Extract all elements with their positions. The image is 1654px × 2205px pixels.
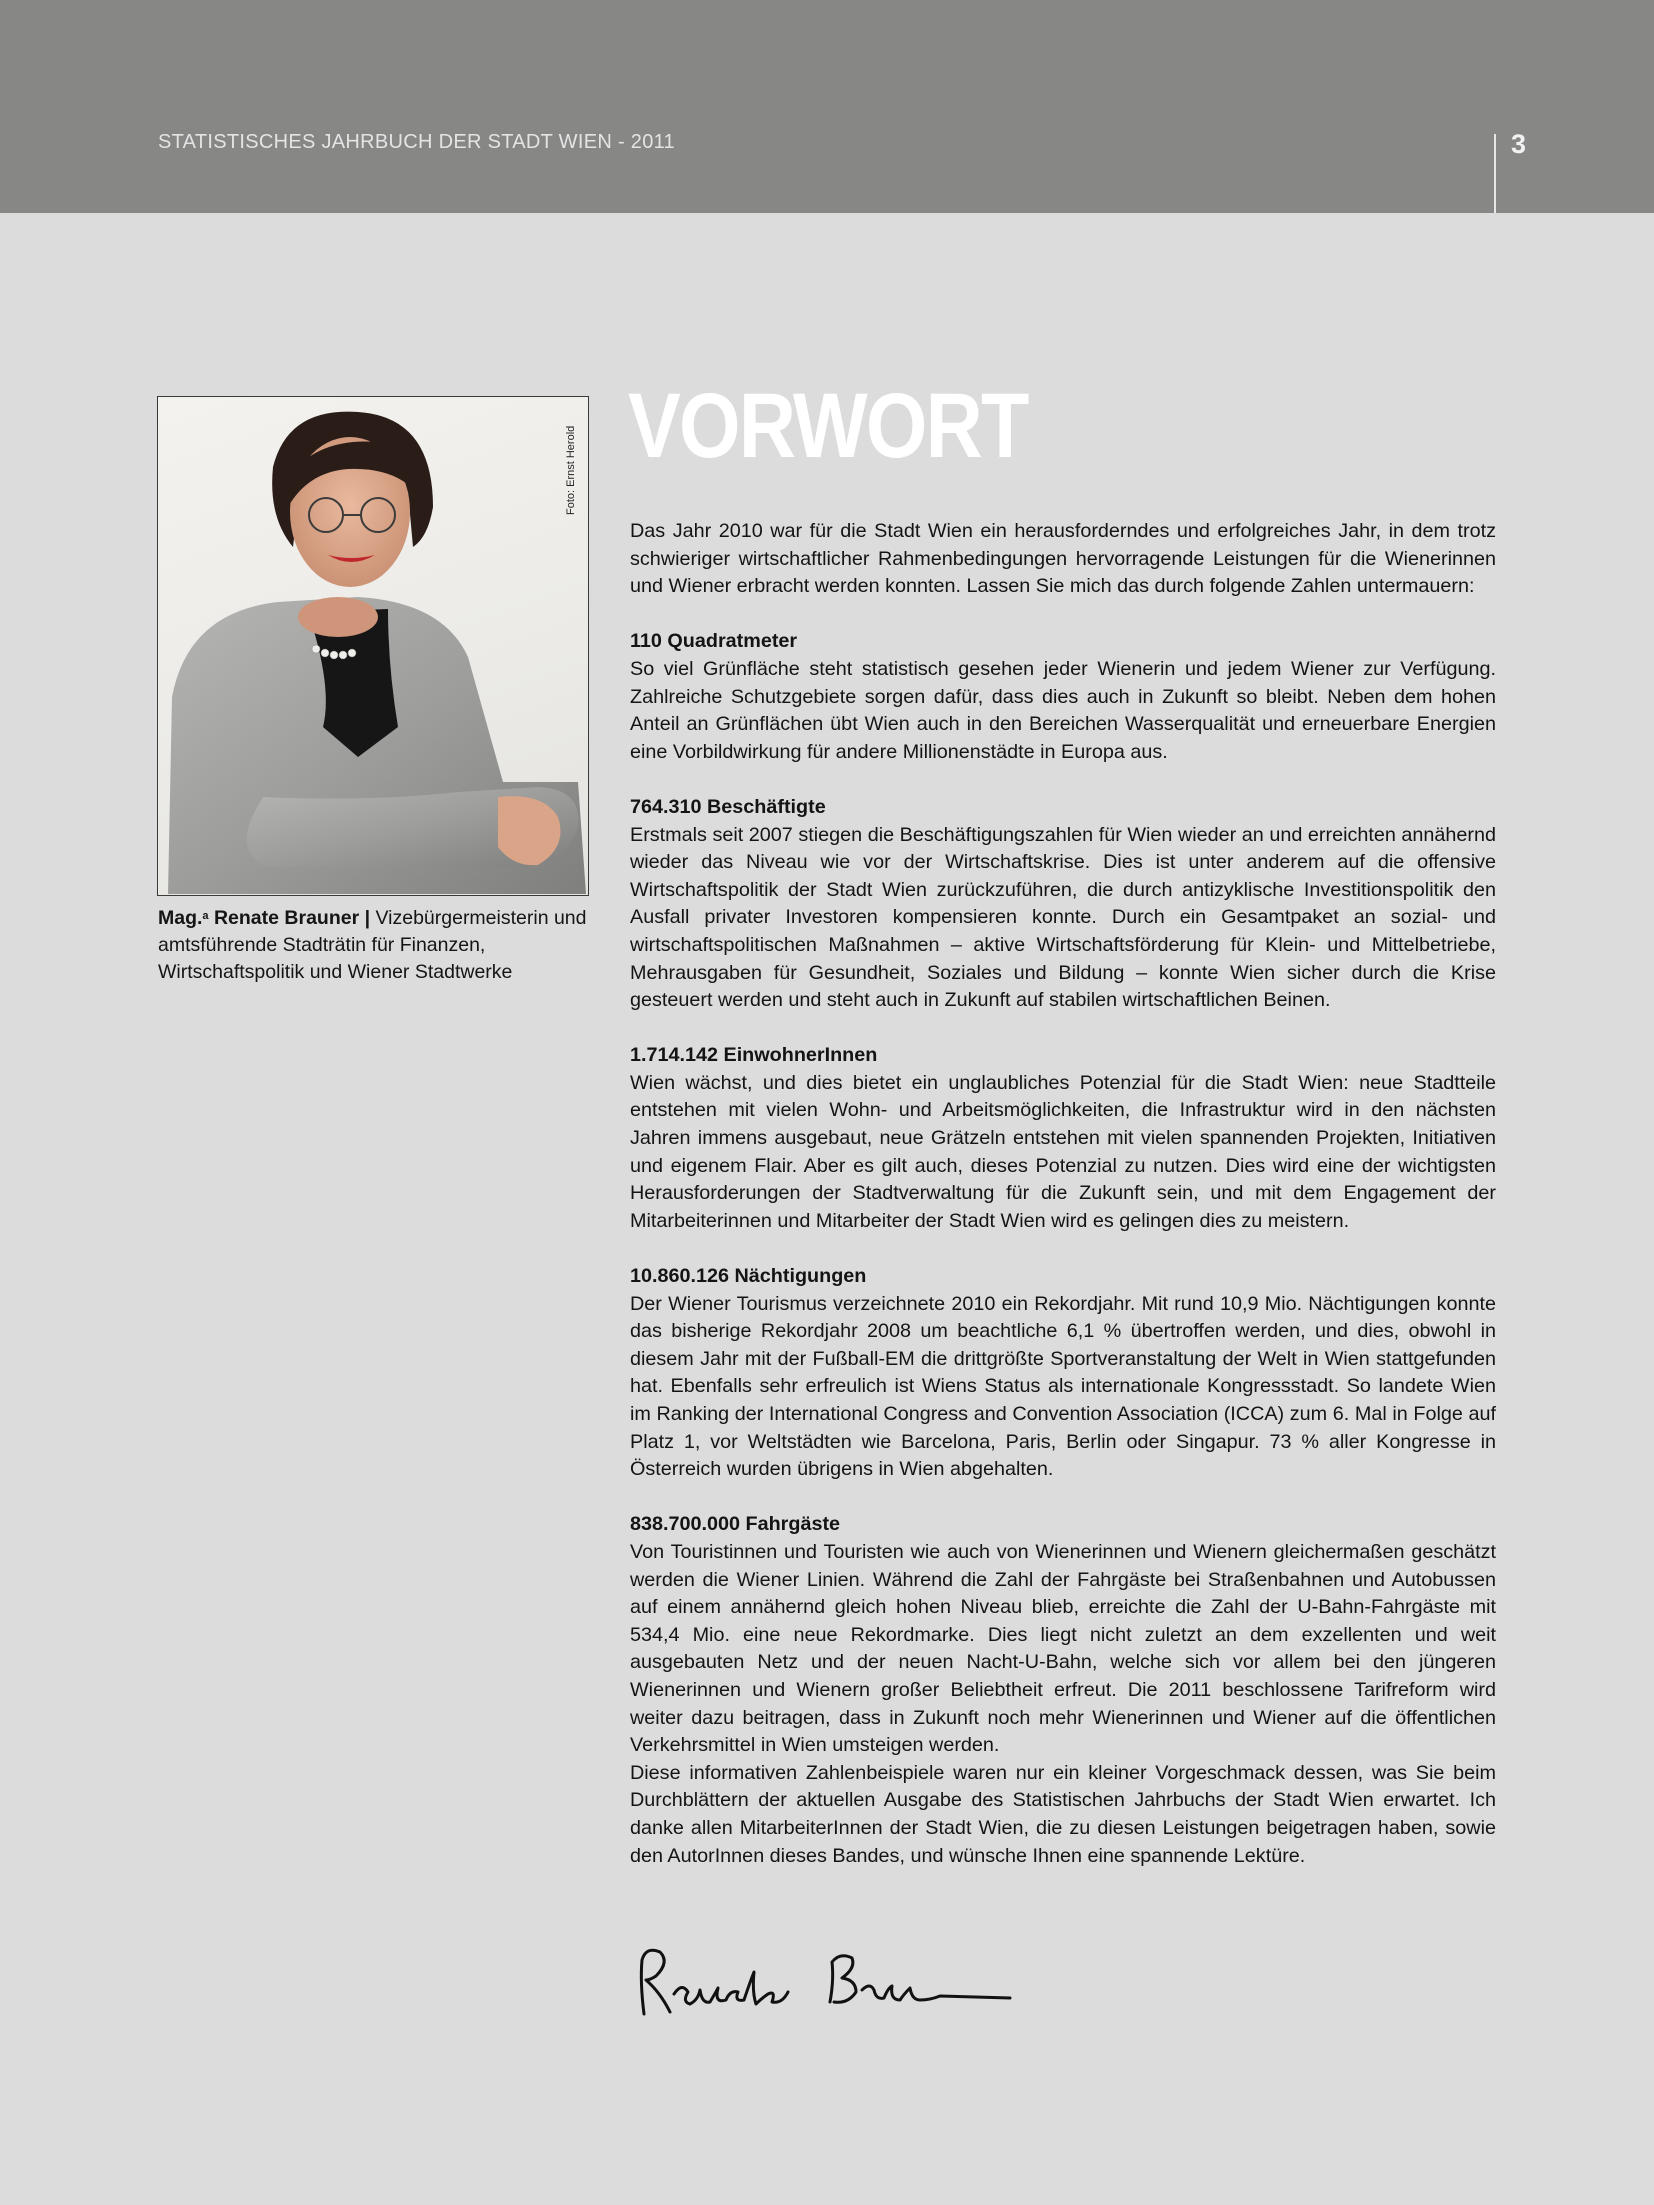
section-green-space: [630, 628, 1496, 766]
section-heading: 1.714.142 EinwohnerInnen: [630, 1044, 878, 1067]
header-divider: [1494, 134, 1496, 213]
section-text: Von Touristinnen und Touristen wie auch von Wienerinnen und Wienern gleichermaßen geschätzt werden die Wiener Linien. Während die Zahl der Fahrgäste bei Straßenbahnen und Autobussen auf einem annähernd gleich hohen Niveau blieb, erreichte die Zahl der U-Bahn-Fahrgäste mit 534,4 Mio. eine neue Rekordmarke. Dies liegt nicht zuletzt an dem exzellenten und weit ausgebauten Netz und der neuen Nacht-U-Bahn, welche sich vor allem bei den jüngeren Wienerinnen und Wienern großer Beliebtheit erfreut. Die 2011 beschlossene Tarifreform wird weiter dazu beitragen, dass in Zukunft noch mehr Wienerinnen und Wiener auf die öffentlichen Verkehrsmittel in Wien umsteigen werden.: [630, 1540, 1496, 1757]
section-heading: 110 Quadratmeter: [630, 630, 798, 653]
section-public-transport: [630, 1511, 1496, 1759]
section-employment: [630, 794, 1496, 1015]
photo-credit: Foto: Ernst Herold: [565, 425, 577, 515]
intro-paragraph: Das Jahr 2010 war für die Stadt Wien ein herausforderndes und erfolgreiches Jahr, in dem trotz schwieriger wirtschaftlicher Rahmenbedingungen hervorragende Leistungen für die Wienerinnen und Wiener erbracht werden konnten. Lassen Sie mich das durch folgende Zahlen untermauern:: [630, 520, 1496, 598]
photo-caption: [158, 905, 588, 986]
section-tourism: [630, 1263, 1496, 1484]
section-text: Der Wiener Tourismus verzeichnete 2010 ein Rekordjahr. Mit rund 10,9 Mio. Nächtigungen konnte das bisherige Rekordjahr 2008 um beachtliche 6,1 % übertroffen werden, und dies, obwohl in diesem Jahr mit der Fußball-EM die drittgrößte Sportveranstaltung der Welt in Wien stattgefunden hat. Ebenfalls sehr erfreulich ist Wiens Status als internationale Kongressstadt. So landete Wien im Ranking der International Congress and Convention Association (ICCA) zum 6. Mal in Folge auf Platz 1, vor Weltstädten wie Barcelona, Paris, Berlin oder Singapur. 73 % aller Kongresse in Österreich wurden übrigens in Wien abgehalten.: [630, 1292, 1496, 1481]
page-title: VORWORT: [628, 375, 1028, 477]
section-text: So viel Grünfläche steht statistisch gesehen jeder Wienerin und jedem Wiener zur Verfügung. Zahlreiche Schutzgebiete sorgen dafür, dass dies auch in Zukunft so bleibt. Neben dem hohen Anteil an Grünflächen übt Wien auch in den Bereichen Wasserqualität und erneuerbare Energien eine Vorbildwirkung für andere Millionenstädte in Europa aus.: [630, 657, 1496, 763]
portrait-photo: [157, 396, 589, 896]
section-heading: 10.860.126 Nächtigungen: [630, 1265, 867, 1288]
section-heading: 764.310 Beschäftigte: [630, 795, 826, 818]
section-text: Erstmals seit 2007 stiegen die Beschäftigungszahlen für Wien wieder an und erreichten annähernd wieder das Niveau wie vor der Wirtschaftskrise. Dies ist unter anderem auf die offensive Wirtschaftspolitik der Stadt Wien zurückzuführen, die durch antizyklische Investitionspolitik den Ausfall privater Investoren kompensieren konnte. Durch ein Gesamtpaket an sozial- und wirtschaftspolitischen Maßnahmen – aktive Wirtschaftsförderung für Klein- und Mittelbetriebe, Mehrausgaben für Gesundheit, Soziales und Bildung – konnte Wien sicher durch die Krise gesteuert werden und steht auch in Zukunft auf stabilen wirtschaftlichen Beinen.: [630, 823, 1496, 1012]
publication-title: STATISTISCHES JAHRBUCH DER STADT WIEN - 2011: [158, 131, 675, 153]
signature-image: [630, 1942, 1030, 2022]
section-text: Wien wächst, und dies bietet ein unglaubliches Potenzial für die Stadt Wien: neue Stadtteile entstehen mit vielen Wohn- und Arbeitsmöglichkeiten, die Infrastruktur wird in den nächsten Jahren immens ausgebaut, neue Grätzeln entstehen mit vielen spannenden Projekten, Initiativen und eigenem Flair. Aber es gilt auch, dieses Potenzial zu nutzen. Dies wird eine der wichtigsten Herausforderungen der Stadtverwaltung für die Zukunft sein, und mit dem Engagement der Mitarbeiterinnen und Mitarbeiter der Stadt Wien wird es gelingen dies zu meistern.: [630, 1071, 1496, 1232]
caption-title: Mag.: [158, 907, 203, 929]
page-header: [0, 0, 1654, 213]
foreword-body: [630, 518, 1496, 1870]
caption-name: Renate Brauner |: [213, 907, 371, 929]
section-heading: 838.700.000 Fahrgäste: [630, 1513, 841, 1536]
section-population: [630, 1042, 1496, 1235]
caption-role: Vizebürgermeisterin und amtsführende Stadträtin für Finanzen, Wirtschaftspolitik und Wiener Stadtwerke: [158, 907, 587, 983]
page-number: 3: [1511, 129, 1527, 159]
portrait-illustration: [158, 397, 587, 894]
caption-title-superscript: a: [202, 910, 209, 922]
closing-paragraph: Diese informativen Zahlenbeispiele waren nur ein kleiner Vorgeschmack dessen, was Sie beim Durchblättern der aktuellen Ausgabe des Statistischen Jahrbuchs der Stadt Wien erwartet. Ich danke allen MitarbeiterInnen der Stadt Wien, die zu diesen Leistungen beigetragen haben, sowie den AutorInnen dieses Bandes, und wünsche Ihnen eine spannende Lektüre.: [630, 1761, 1496, 1867]
